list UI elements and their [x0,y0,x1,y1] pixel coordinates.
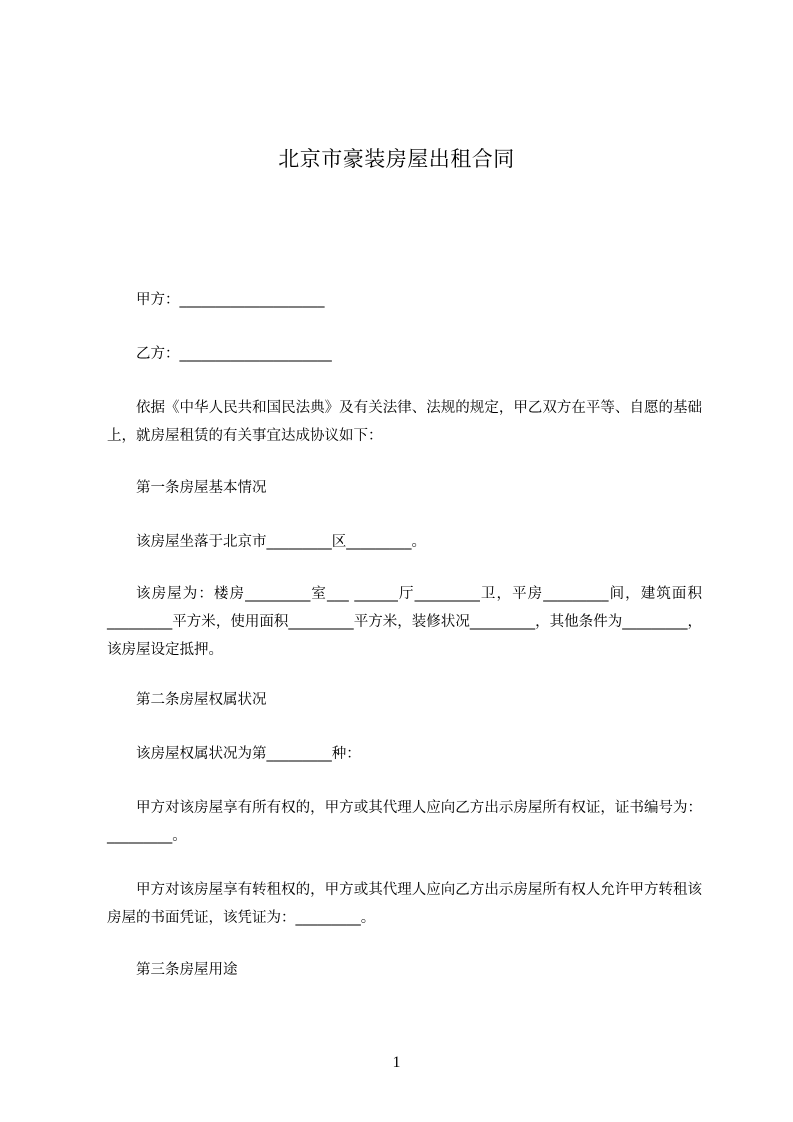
article1-location: 该房屋坐落于北京市_________区_________。 [136,534,426,550]
page-number: 1 [392,1054,401,1071]
party-b-line: 乙方：_____________________ [136,346,332,362]
article2-heading: 第二条房屋权属状况 [136,692,267,708]
article2-status: 该房屋权属状况为第_________种： [136,746,361,762]
intro-paragraph: 依据《中华人民共和国民法典》及有关法律、法规的规定，甲乙双方在平等、自愿的基础上，就房屋租赁的有关事宜达成协议如下： [107,400,702,444]
article1-details: 该房屋为：楼房_________室___ ______厅_________卫，平房_________间，建筑面积_________平方米，使用面积_________平方米，装修状况_________，其他条件为_________，该房屋设定抵押。 [107,586,702,658]
article2-option2: 甲方对该房屋享有转租权的，甲方或其代理人应向乙方出示房屋所有权人允许甲方转租该房屋的书面凭证，该凭证为：_________。 [107,882,702,926]
article2-option1: 甲方对该房屋享有所有权的，甲方或其代理人应向乙方出示房屋所有权证，证书编号为：_________。 [107,800,702,844]
article1-heading: 第一条房屋基本情况 [136,480,267,496]
party-a-line: 甲方：____________________ [136,292,325,308]
article3-heading: 第三条房屋用途 [136,962,238,978]
document-title: 北京市豪装房屋出租合同 [278,147,515,171]
